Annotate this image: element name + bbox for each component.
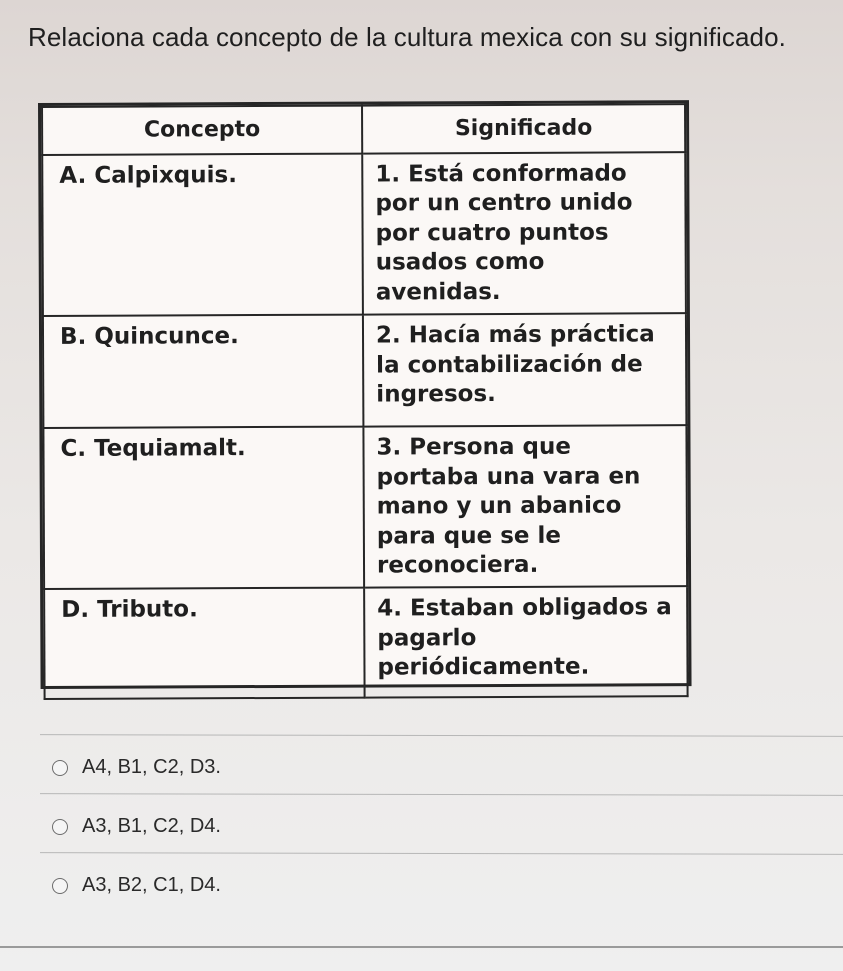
divider	[40, 852, 843, 855]
concept-table	[38, 100, 692, 689]
meaning-cell: 1. Está conformado por un centro unido por cuatro puntos usados como avenidas.	[362, 152, 686, 315]
concept-cell: A. Calpixquis.	[42, 154, 363, 317]
table-header-row	[42, 104, 685, 155]
meaning-cell: 2. Hacía más práctica la contabilización de ingresos.	[363, 313, 686, 426]
divider	[40, 734, 843, 737]
header-significado: Significado	[362, 104, 685, 153]
option-label: A3, B2, C1, D4.	[82, 874, 221, 896]
table-row	[43, 313, 686, 428]
answer-option[interactable]	[52, 815, 221, 838]
answer-option[interactable]	[52, 756, 221, 779]
concept-cell: C. Tequiamalt.	[43, 427, 364, 590]
table-row	[44, 587, 687, 700]
header-concepto: Concepto	[42, 106, 362, 155]
answer-option[interactable]	[52, 874, 221, 897]
table-row	[42, 152, 686, 316]
matching-table	[41, 103, 689, 700]
bottom-border	[0, 946, 843, 948]
radio-button[interactable]	[52, 819, 68, 835]
option-label: A3, B1, C2, D4.	[82, 815, 221, 837]
concept-cell: B. Quincunce.	[43, 315, 363, 428]
radio-button[interactable]	[52, 760, 68, 776]
divider	[40, 793, 843, 796]
option-label: A4, B1, C2, D3.	[82, 756, 221, 778]
table-row	[43, 425, 687, 589]
radio-button[interactable]	[52, 878, 68, 894]
meaning-cell: 3. Persona que portaba una vara en mano y un abanico para que se le reconociera.	[363, 425, 687, 588]
meaning-cell: 4. Estaban obligados a pagarlo periódicamente.	[364, 587, 687, 698]
concept-cell: D. Tributo.	[44, 588, 364, 699]
question-text: Relaciona cada concepto de la cultura mexica con su significado.	[28, 22, 786, 52]
